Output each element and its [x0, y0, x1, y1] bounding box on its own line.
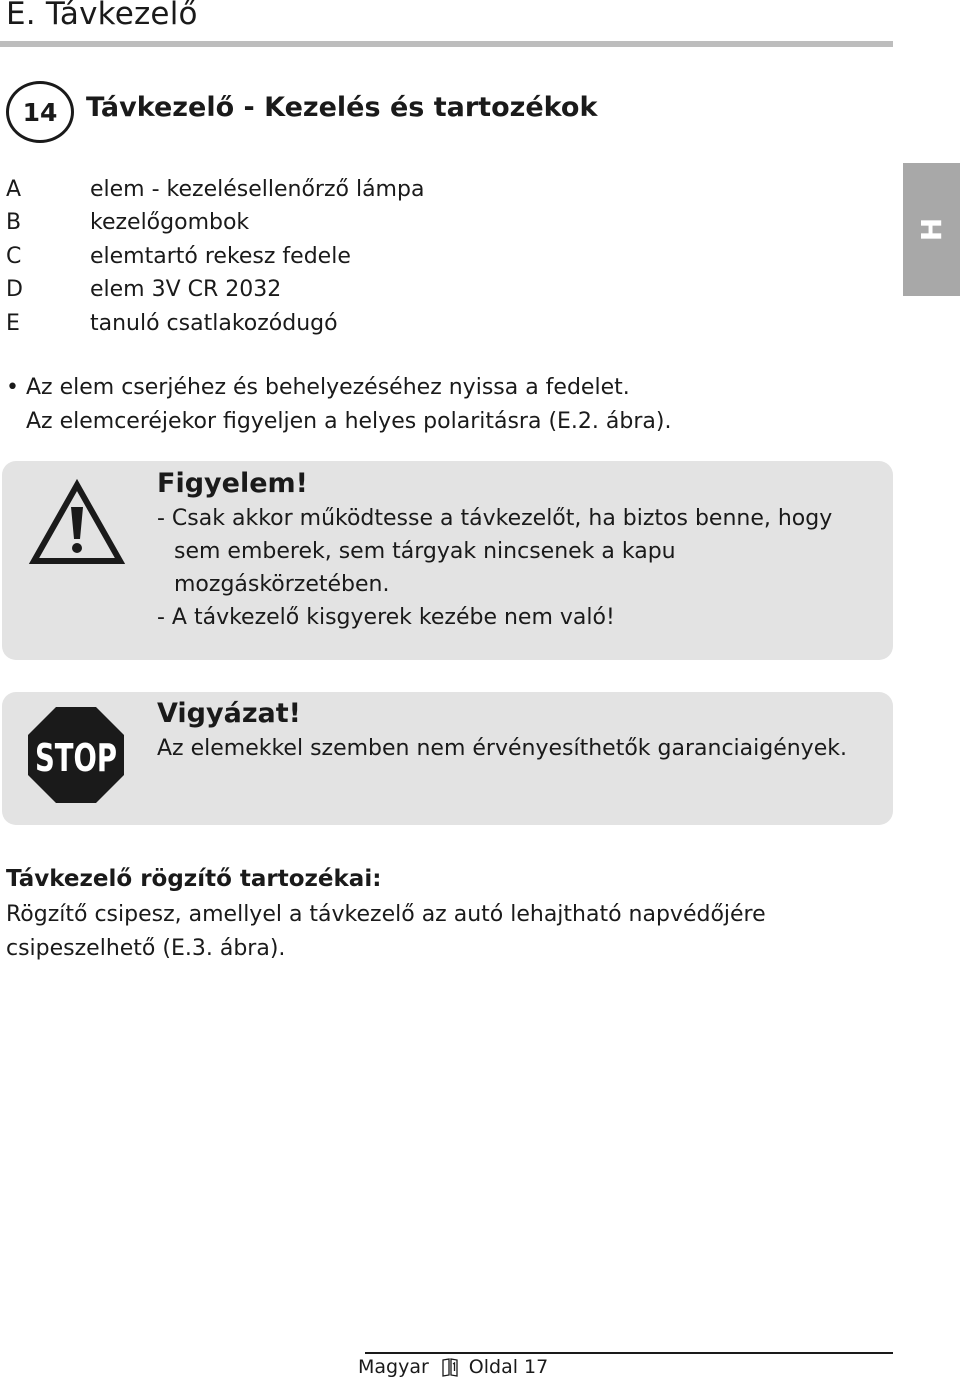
stop-sign-text: STOP — [35, 736, 117, 780]
caution-heading: Vigyázat! — [157, 698, 301, 729]
section-number: 14 — [6, 81, 74, 143]
part-label: tanuló csatlakozódugó — [90, 310, 338, 336]
list-item — [6, 273, 424, 306]
list-item — [6, 206, 424, 239]
warning-line: - A távkezelő kisgyerek kezébe nem való! — [157, 605, 615, 630]
part-key: A — [6, 177, 22, 202]
part-key: D — [6, 277, 23, 303]
footer-language: Magyar — [358, 1356, 429, 1378]
footer-page-number: Oldal 17 — [468, 1356, 549, 1378]
caution-notice — [2, 692, 893, 825]
page-footer — [358, 1356, 548, 1378]
book-icon — [441, 1357, 459, 1377]
header-rule — [0, 41, 893, 47]
accessories-heading: Távkezelő rögzítő tartozékai: — [6, 866, 382, 892]
warning-heading: Figyelem! — [157, 468, 308, 499]
bullet-icon: • — [6, 375, 19, 400]
accessories-line: csipeszelhető (E.3. ábra). — [6, 936, 286, 961]
instruction-line: Az elemceréjekor figyeljen a helyes polaritásra (E.2. ábra). — [26, 409, 672, 434]
part-label: elemtartó rekesz fedele — [90, 243, 351, 269]
warning-text — [157, 502, 832, 634]
part-label: elem 3V CR 2032 — [90, 277, 282, 303]
warning-triangle-icon — [30, 481, 124, 565]
part-label: kezelőgombok — [90, 210, 250, 236]
warning-line: - Csak akkor működtesse a távkezelőt, ha biztos benne, hogy — [157, 506, 833, 531]
instruction-line: Az elem cserjéhez és behelyezéséhez nyissa a fedelet. — [26, 375, 630, 400]
parts-list — [6, 173, 424, 340]
part-label: elem - kezelésellenőrző lámpa — [90, 177, 425, 202]
list-item — [6, 240, 424, 273]
accessories-line: Rögzítő csipesz, amellyel a távkezelő az autó lehajtható napvédőjére — [6, 902, 766, 927]
section-title: Távkezelő - Kezelés és tartozékok — [86, 92, 598, 123]
warning-line: sem emberek, sem tárgyak nincsenek a kapu — [174, 539, 676, 564]
part-key: C — [6, 243, 22, 269]
header-title: E. Távkezelő — [6, 0, 198, 32]
footer-rule — [365, 1352, 893, 1354]
stop-sign-icon — [27, 706, 125, 804]
caution-line: Az elemekkel szemben nem érvényesíthetők garanciaigények. — [157, 736, 847, 761]
list-item — [6, 173, 424, 206]
caution-text — [157, 732, 847, 765]
warning-line: mozgáskörzetében. — [174, 572, 390, 597]
part-key: E — [6, 310, 20, 336]
part-key: B — [6, 210, 22, 236]
accessories-body — [6, 898, 766, 966]
language-tab — [903, 163, 960, 296]
battery-instruction — [6, 371, 671, 439]
list-item — [6, 307, 424, 340]
language-tab-label: H — [915, 217, 948, 242]
warning-notice — [2, 461, 893, 660]
